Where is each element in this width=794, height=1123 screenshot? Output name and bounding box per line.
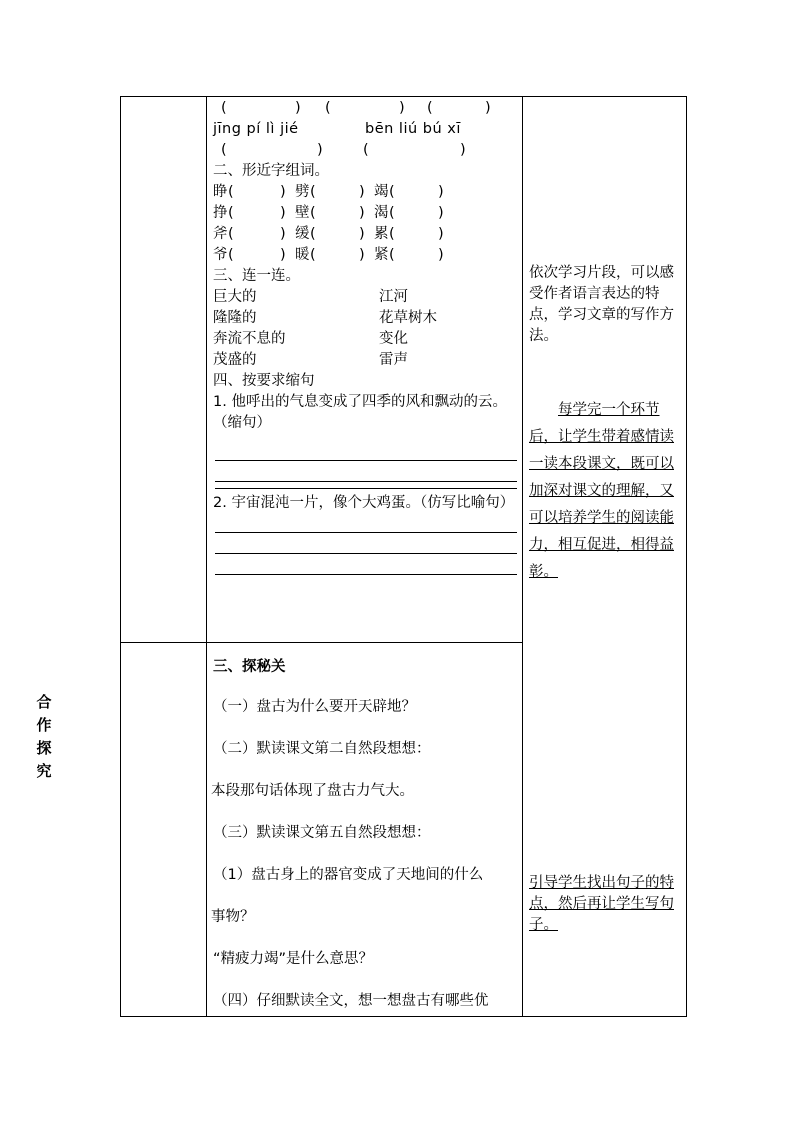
answer-line[interactable] (215, 533, 517, 554)
section-label-cooperative-inquiry: 合作探究 (36, 693, 52, 780)
explore-line: “精疲力竭”是什么意思？ (213, 951, 374, 967)
section-3-title: 三、连一连。 (213, 268, 300, 284)
row-divider-content-col (206, 642, 522, 643)
teaching-note-b: 每学完一个环节后，让学生带着感情读一读本段课文，既可以加深对课文的理解，又可以培养学生的阅读能力，相互促进，相得益彰。 (529, 402, 674, 580)
answer-line[interactable] (215, 461, 517, 482)
column-divider-2 (522, 97, 523, 1016)
pinyin-2: bēn liú bú xī (365, 121, 461, 137)
explore-line: （四）仔细默读全文，想一想盘古有哪些优 (213, 993, 489, 1009)
explore-line: （1）盘古身上的器官变成了天地间的什么 (213, 867, 484, 883)
answer-line[interactable] (215, 440, 517, 461)
explore-title: 三、探秘关 (213, 659, 286, 675)
teaching-note-c: 引导学生找出句子的特点，然后再让学生写句子。 (529, 875, 674, 933)
pinyin-1: jīng pí lì jié (213, 121, 299, 137)
question-1: 1. 他呼出的气息变成了四季的风和飘动的云。（缩句） (213, 394, 507, 431)
paren-row-2: ( ) ( ) (221, 142, 466, 158)
explore-line: （一）盘古为什么要开天辟地？ (213, 699, 416, 715)
connect-pair: 隆隆的 花草树木 (213, 310, 437, 326)
explore-line: 事物？ (211, 909, 255, 925)
explore-line: （二）默读课文第二自然段想想： (213, 741, 431, 757)
word-group-row: 爷 ( ) 暖 ( ) 紧 ( ) (213, 247, 444, 263)
lesson-plan-table (120, 96, 687, 1017)
section-4-title: 四、按要求缩句 (213, 373, 315, 389)
question-2: 2. 宇宙混沌一片，像个大鸡蛋。（仿写比喻句） (213, 495, 515, 511)
exercise-block (213, 98, 519, 575)
paren-row-1: ( ) ( ) ( ) (221, 100, 491, 116)
connect-pair: 巨大的 江河 (213, 289, 408, 305)
column-divider-1 (206, 97, 207, 1016)
word-group-row: 挣 ( ) 壁 ( ) 渴 ( ) (213, 205, 444, 221)
connect-pair: 茂盛的 雷声 (213, 352, 408, 368)
word-group-row: 斧 ( ) 缓 ( ) 累 ( ) (213, 226, 444, 242)
section-2-title: 二、形近字组词。 (213, 163, 329, 179)
connect-pair: 奔流不息的 变化 (213, 331, 408, 347)
answer-line[interactable] (215, 554, 517, 575)
answer-line[interactable] (215, 514, 517, 533)
teaching-note-a: 依次学习片段，可以感受作者语言表达的特点，学习文章的写作方法。 (529, 265, 674, 344)
explore-line: 本段那句话体现了盘古力气大。 (211, 783, 414, 799)
row-divider-label-col (121, 642, 206, 643)
pinyin-row (213, 119, 519, 140)
explore-line: （三）默读课文第五自然段想想： (213, 825, 431, 841)
word-group-row: 睁 ( ) 劈 ( ) 竭 ( ) (213, 184, 444, 200)
